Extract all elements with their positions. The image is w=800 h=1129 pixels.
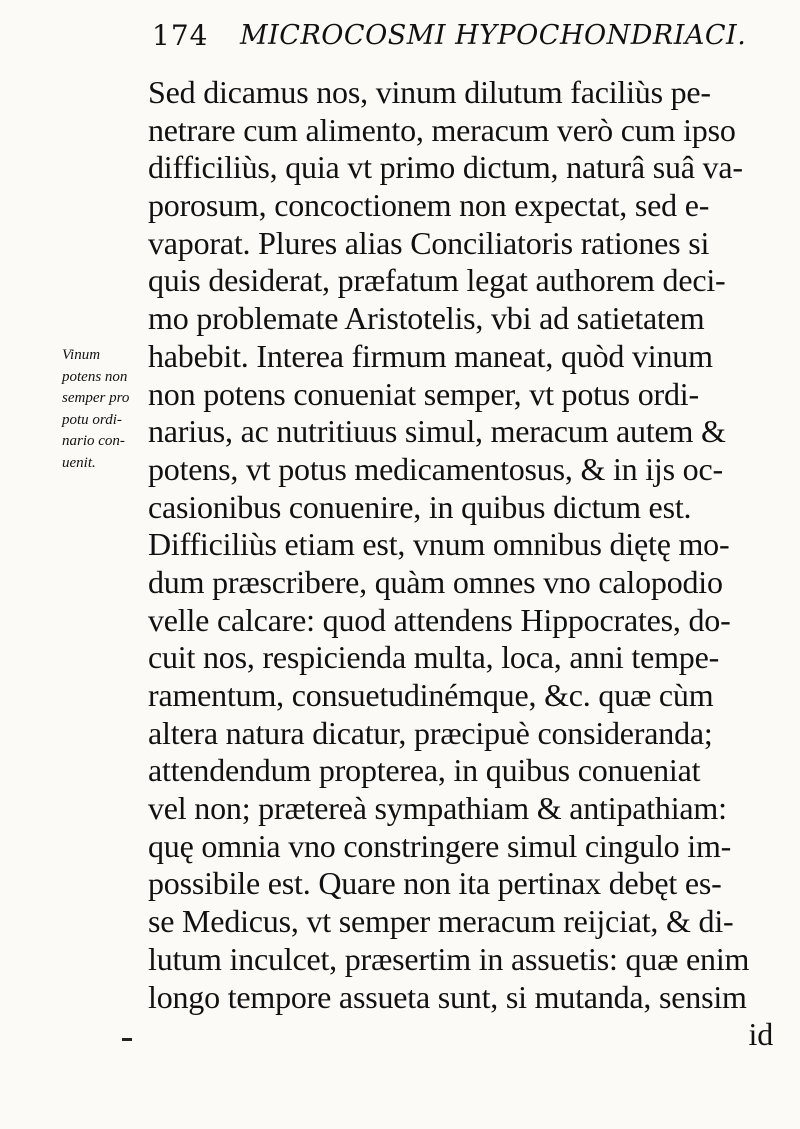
catchword: id	[748, 1016, 773, 1053]
marginal-note-line: nario con-	[62, 433, 125, 449]
body-line: mo problemate Aristotelis, vbi ad satietatem	[148, 300, 705, 337]
marginal-note-line: potens non	[62, 368, 128, 385]
body-line: attendendum propterea, in quibus conueniat	[148, 752, 701, 789]
marginal-note	[62, 345, 150, 474]
body-line: ramentum, consuetudinémque, &c. quæ cùm	[148, 677, 714, 713]
marginal-note-line: potu ordi-	[62, 411, 122, 428]
body-line: casionibus conuenire, in quibus dictum est.	[148, 488, 692, 525]
body-line: altera natura dicatur, præcipuè consideranda;	[148, 714, 713, 751]
body-line: netrare cum alimento, meracum verò cum ipso	[148, 111, 736, 148]
body-line: Sed dicamus nos, vinum dilutum faciliùs pe-	[148, 74, 711, 110]
body-line: non potens conueniat semper, vt potus ordi-	[148, 375, 699, 412]
body-line: difficiliùs, quia vt primo dictum, naturâ suâ va-	[148, 149, 743, 186]
body-line: cuit nos, respicienda multa, loca, anni tempe-	[148, 639, 720, 676]
body-line: habebit. Interea firmum maneat, quòd vinum	[148, 337, 713, 374]
body-line: vaporat. Plures alias Conciliatoris rationes si	[148, 224, 710, 261]
body-line: se Medicus, vt semper meracum reijciat, & di-	[148, 903, 734, 940]
body-line: lutum inculcet, præsertim in assuetis: quæ enim	[148, 940, 750, 977]
margin-dash-mark	[122, 1038, 132, 1041]
body-line: possibile est. Quare non ita pertinax debęt es-	[148, 865, 722, 902]
marginal-note-line: uenit.	[62, 454, 96, 471]
body-line: longo tempore assueta sunt, si mutanda, sensim	[148, 978, 747, 1015]
body-line: porosum, concoctionem non expectat, sed e-	[148, 187, 710, 224]
running-title: MICROCOSMI HYPOCHONDRIACI.	[240, 20, 747, 51]
body-line: velle calcare: quod attendens Hippocrates, do-	[148, 601, 731, 638]
marginal-note-line: Vinum	[62, 347, 101, 363]
body-line: Difficiliùs etiam est, vnum omnibus diętę mo-	[148, 526, 730, 563]
body-text	[148, 74, 793, 1054]
body-line: dum præscribere, quàm omnes vno calopodio	[148, 563, 723, 600]
marginal-note-line: semper pro	[62, 390, 130, 406]
body-line: quę omnia vno constringere simul cingulo im-	[148, 827, 732, 864]
page-number: 174	[152, 19, 209, 52]
body-line: narius, ac nutritiuus simul, meracum autem &	[148, 413, 726, 450]
body-line: quis desiderat, præfatum legat authorem deci-	[148, 262, 726, 299]
body-line: vel non; prætereà sympathiam & antipathiam:	[148, 790, 727, 827]
body-line: potens, vt potus medicamentosus, & in ijs oc-	[148, 450, 723, 487]
